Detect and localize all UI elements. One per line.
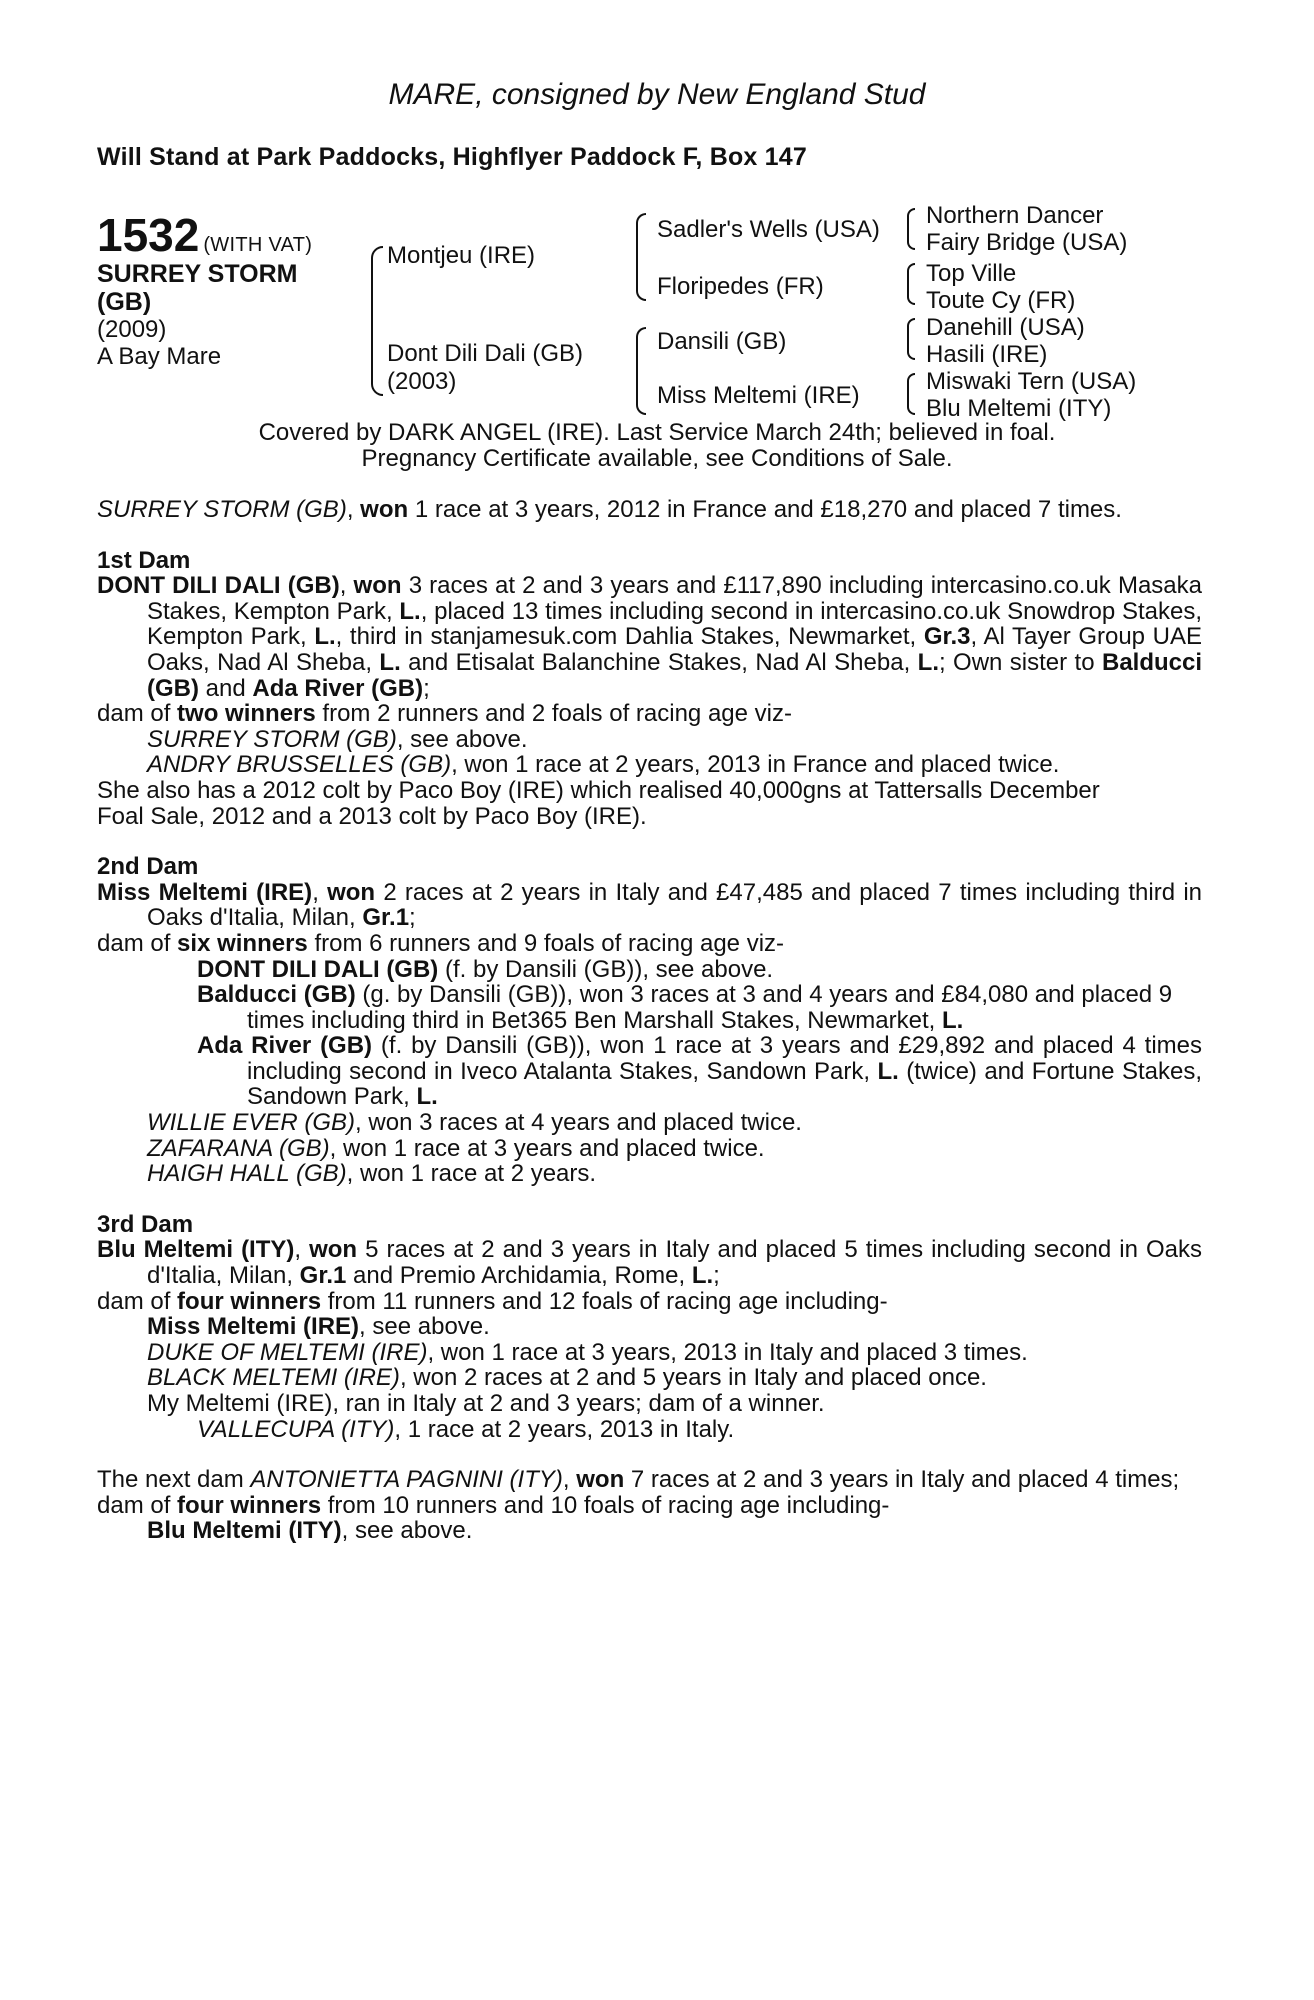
pedigree-sire-sire: Sadler's Wells (USA) [657,216,880,243]
third-dam-produce: dam of four winners from 11 runners and 12 foals of racing age including- [97,1287,888,1315]
first-dam-offspring-1: SURREY STORM (GB), see above. [147,725,528,753]
pedigree-brace-3d [907,373,915,415]
pedigree-dam: Dont Dili Dali (GB) [387,340,584,367]
lot-number [97,208,312,262]
next-dam-produce: dam of four winners from 10 runners and 10 foals of racing age including- [97,1491,890,1519]
pedigree-brace-1 [371,246,383,396]
first-dam-also-1: She also has a 2012 colt by Paco Boy (IRE) which realised 40,000gns at Tattersalls December [97,776,1100,804]
third-dam-offspring-3: BLACK MELTEMI (IRE), won 2 races at 2 and 5 years in Italy and placed once. [147,1364,987,1392]
second-dam-offspring-2: Balducci (GB) (g. by Dansili (GB)), won 3 races at 3 and 4 years and £84,080 and placed 9 times including third in Bet365 Ben Marshall Stakes, Newmarket, L. [197,981,1173,1034]
first-dam-record: DONT DILI DALI (GB), won 3 races at 2 and 3 years and £117,890 including intercasino.co.uk Masaka Stakes, Kempton Park, L., placed 13 times including second in intercasino.co.uk Snowdrop Stakes, Kempton Park, L., third in stanjamesuk.com Dahlia Stakes, Newmarket, Gr.3, Al Tayer Group UAE Oaks, Nad Al Sheba, L. and Etisalat Balanchine Stakes, Nad Al Sheba, L.; Own sister to Balducci (GB) and Ada River (GB); [97,572,1203,702]
pedigree-dds: Miswaki Tern (USA) [926,368,1137,395]
pedigree-brace-3a [907,208,915,250]
third-dam-offspring-4: My Meltemi (IRE), ran in Italy at 2 and 3 years; dam of a winner. [147,1390,825,1417]
second-dam-offspring-6: HAIGH HALL (GB), won 1 race at 2 years. [147,1160,597,1188]
pedigree-ddd: Blu Meltemi (ITY) [926,395,1112,422]
horse-country: (GB) [97,288,152,316]
covered-note [0,420,1314,472]
next-dam-record: The next dam ANTONIETTA PAGNINI (ITY), won 7 races at 2 and 3 years in Italy and placed 4 times; [97,1466,1180,1494]
pedigree-sss: Northern Dancer [926,202,1104,229]
first-dam-also-2: Foal Sale, 2012 and a 2013 colt by Paco Boy (IRE). [97,802,647,830]
pedigree-sire: Montjeu (IRE) [387,242,536,269]
pedigree-brace-2b [636,327,646,415]
third-dam-record: Blu Meltemi (ITY), won 5 races at 2 and 3 years in Italy and placed 5 times including second in Oaks d'Italia, Milan, Gr.1 and Premio Archidamia, Rome, L.; [97,1236,1202,1290]
second-dam-offspring-3: Ada River (GB) (f. by Dansili (GB)), won 1 race at 3 years and £29,892 and placed 4 times including second in Iveco Atalanta Stakes, Sandown Park, L. (twice) and Fortune Stakes, Sandown Park, L. [197,1032,1202,1111]
catalogue-body [97,497,1202,1544]
horse-year: (2009) [97,316,167,343]
third-dam-offspring-1: Miss Meltemi (IRE), see above. [147,1313,490,1341]
second-dam-heading: 2nd Dam [97,853,199,881]
second-dam-offspring-4: WILLIE EVER (GB), won 3 races at 4 years and placed twice. [147,1109,802,1137]
second-dam-offspring-5: ZAFARANA (GB), won 1 race at 3 years and placed twice. [147,1134,765,1162]
pedigree-dsd: Hasili (IRE) [926,341,1048,368]
horse-description: A Bay Mare [97,343,222,370]
pedigree-dss: Danehill (USA) [926,314,1085,341]
horse-name: SURREY STORM [97,260,298,288]
next-dam-offspring-1: Blu Meltemi (ITY), see above. [147,1517,473,1545]
first-dam-heading: 1st Dam [97,546,191,574]
pedigree-dam-year: (2003) [387,368,457,395]
second-dam-produce: dam of six winners from 6 runners and 9 foals of racing age viz- [97,929,785,957]
pedigree-brace-2a [636,213,646,301]
lot-number-value: 1532 [97,209,200,261]
vat-label: (WITH VAT) [203,234,313,256]
first-dam-offspring-2: ANDRY BRUSSELLES (GB), won 1 race at 2 years, 2013 in France and placed twice. [147,751,1060,779]
race-summary: SURREY STORM (GB), won 1 race at 3 years, 2012 in France and £18,270 and placed 7 times. [97,496,1122,523]
third-dam-heading: 3rd Dam [97,1210,194,1238]
second-dam-record: Miss Meltemi (IRE), won 2 races at 2 years in Italy and £47,485 and placed 7 times including third in Oaks d'Italia, Milan, Gr.1; [97,878,1202,932]
covered-line-2: Pregnancy Certificate available, see Conditions of Sale. [361,445,953,472]
covered-line-1: Covered by DARK ANGEL (IRE). Last Service March 24th; believed in foal. [258,419,1056,446]
first-dam-produce: dam of two winners from 2 runners and 2 foals of racing age viz- [97,700,792,728]
pedigree-ssd: Fairy Bridge (USA) [926,229,1128,256]
pedigree-sdd: Toute Cy (FR) [926,287,1076,314]
pedigree-dam-dam: Miss Meltemi (IRE) [657,382,860,409]
horse-name-block [97,260,298,316]
page-title: MARE, consigned by New England Stud [388,78,926,111]
third-dam-offspring-2: DUKE OF MELTEMI (IRE), won 1 race at 3 years, 2013 in Italy and placed 3 times. [147,1338,1028,1366]
pedigree-sds: Top Ville [926,260,1017,287]
second-dam-offspring-1: DONT DILI DALI (GB) (f. by Dansili (GB)), see above. [197,955,774,983]
stand-location: Will Stand at Park Paddocks, Highflyer Paddock F, Box 147 [97,143,807,171]
third-dam-grandoffspring: VALLECUPA (ITY), 1 race at 2 years, 2013 in Italy. [197,1415,735,1443]
pedigree-brace-3c [907,318,915,360]
pedigree-sire-dam: Floripedes (FR) [657,273,824,300]
pedigree-dam-sire: Dansili (GB) [657,328,787,355]
pedigree-brace-3b [907,263,915,305]
